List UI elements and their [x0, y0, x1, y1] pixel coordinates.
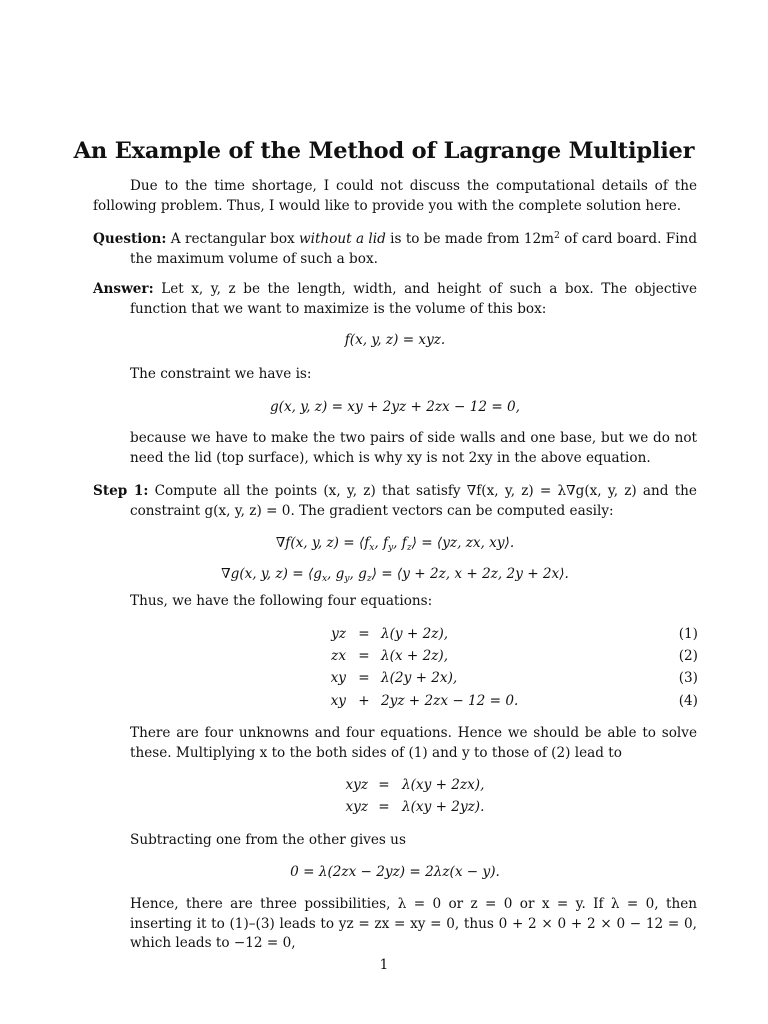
- constraint-equation: g(x, y, z) = xy + 2yz + 2zx − 12 = 0,: [269, 399, 521, 415]
- possibilities-paragraph: Hence, there are three possibilities, λ = 0 or z = 0 or x = y. If λ = 0, then inserting it to (1)–(3) leads to yz = zx = xy = 0, thus 0 + 2 × 0 + 2 × 0 − 12 = 0, which leads to −12 = 0,: [130, 896, 697, 951]
- equation-row: xyz = λ(xy + 2yz).: [345, 799, 485, 815]
- subtract-equation: 0 = λ(2zx − 2yz) = 2λz(x − y).: [290, 864, 500, 880]
- page-number: 1: [379, 957, 389, 973]
- unknowns-paragraph: There are four unknowns and four equations. Hence we should be able to solve these. Multiplying x to the both sides of (1) and y to those of (2) lead to: [130, 725, 697, 761]
- gradient-f-equation: ∇f(x, y, $z) = ⟨f_x$, $f_y$, $f_z⟩$ = ⟨yz, zx, xy⟩.: [275, 535, 515, 553]
- equation-row: yz = λ(y + 2z), (1): [0, 625, 768, 645]
- constraint-explanation: because we have to make the two pairs of side walls and one base, but we do not need the lid (top surface), which is why xy is not 2xy in the above equation.: [130, 430, 697, 466]
- equation-number: (4): [678, 693, 698, 709]
- subtract-intro: Subtracting one from the other gives us: [130, 832, 406, 848]
- step1-label: Step 1:: [93, 483, 149, 499]
- equation-number: (3): [678, 670, 698, 686]
- step1-block: [93, 482, 697, 521]
- constraint-intro: The constraint we have is:: [130, 366, 312, 382]
- equation-row: zx = λ(x + 2z), (2): [0, 647, 768, 667]
- question-text-b: is to be made from 12m: [385, 231, 555, 247]
- question-block: [93, 230, 697, 269]
- answer-text: Let x, y, z be the length, width, and height of such a box. The objective function that we want to maximize is the volume of this box:: [130, 281, 697, 317]
- question-superscript: 2: [554, 231, 560, 241]
- equation-number: (1): [678, 626, 698, 642]
- intro-paragraph: Due to the time shortage, I could not discuss the computational details of the following problem. Thus, I would like to provide you with the complete solution here.: [93, 178, 697, 214]
- equation-row: xyz = λ(xy + 2zx),: [345, 777, 485, 793]
- answer-block: [93, 280, 697, 319]
- question-text-c: of card board. Find the maximum volume of such a box.: [130, 231, 698, 267]
- objective-equation: f(x, y, z) = xyz.: [344, 332, 446, 348]
- equation-row: xy + 2yz + 2zx − 12 = 0. (4): [0, 692, 768, 712]
- equation-number: (2): [678, 648, 698, 664]
- answer-label: Answer:: [93, 281, 154, 297]
- question-emphasis: without a lid: [299, 231, 386, 247]
- four-equations-intro: Thus, we have the following four equations:: [130, 593, 433, 609]
- page-title: An Example of the Method of Lagrange Multiplier: [73, 138, 695, 164]
- question-label: Question:: [93, 231, 167, 247]
- equation-row: xy = λ(2y + 2x), (3): [0, 669, 768, 689]
- question-text-a: A rectangular box: [170, 231, 300, 247]
- step1-text: Compute all the points (x, y, z) that satisfy ∇f(x, y, z) = λ∇g(x, y, z) and the constraint g(x, y, z) = 0. The gradient vectors can be computed easily:: [130, 483, 697, 519]
- gradient-g-equation: ∇g(x, y, $z) = ⟨g_x$, $g_y$, $g_z⟩$ = ⟨y + 2z, x + 2z, 2y + 2x⟩.: [221, 566, 569, 584]
